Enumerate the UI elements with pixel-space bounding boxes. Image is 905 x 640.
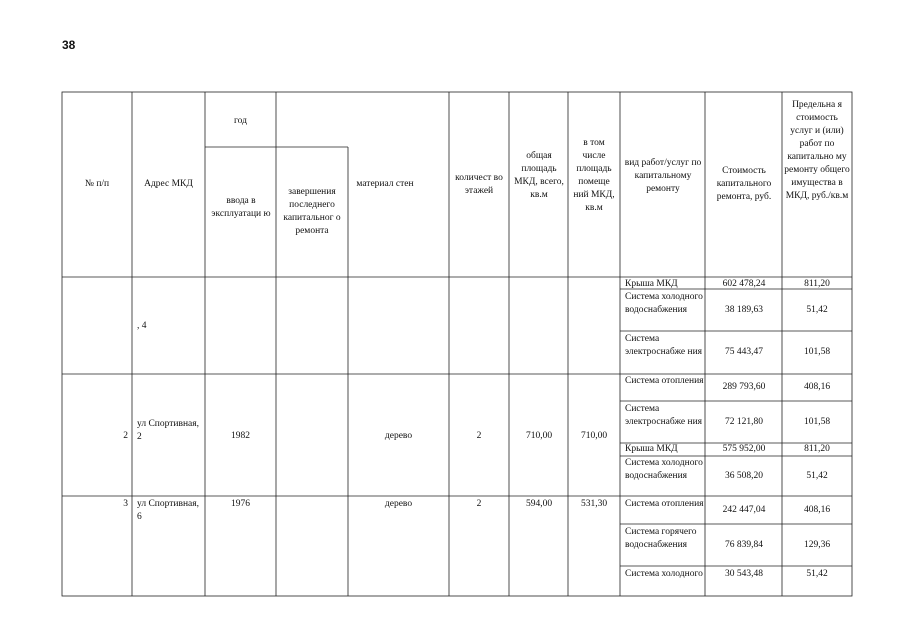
header-year: год xyxy=(234,116,247,126)
work-max-cost: 811,20 xyxy=(804,444,830,454)
work-max-cost: 51,42 xyxy=(806,305,828,315)
work-type: Система электроснабже ния xyxy=(625,404,703,427)
work-max-cost: 101,58 xyxy=(803,417,831,427)
header-cost: Стоимость капитального ремонта, руб. xyxy=(716,166,772,202)
group3-year-commission: 1976 xyxy=(231,499,250,509)
work-cost: 602 478,24 xyxy=(722,279,766,289)
group2-floors: 2 xyxy=(476,431,482,441)
page-number: 38 xyxy=(62,38,76,52)
work-max-cost: 408,16 xyxy=(803,505,831,515)
header-address: Адрес МКД xyxy=(144,179,193,189)
group3-floors: 2 xyxy=(476,499,482,509)
group2-address: ул Спортивная, 2 xyxy=(137,419,200,442)
header-year-commission: ввода в эксплуатаци ю xyxy=(211,196,271,219)
work-max-cost: 101,58 xyxy=(803,347,831,357)
work-max-cost: 129,36 xyxy=(803,540,831,550)
work-cost: 242 447,04 xyxy=(722,505,766,515)
work-type: Система отопления xyxy=(625,499,704,509)
header-max-cost: Предельна я стоимость услуг и (или) работ по капитально му ремонту общего имущества в МКД, руб./кв.м xyxy=(784,100,850,201)
work-type: Система холодного xyxy=(625,569,703,579)
work-type: Система отопления xyxy=(625,376,704,386)
work-max-cost: 51,42 xyxy=(806,569,828,579)
header-total-area: общая площадь МКД, всего, кв.м xyxy=(514,151,564,200)
work-max-cost: 811,20 xyxy=(804,279,830,289)
group3-wall-material: дерево xyxy=(384,499,413,509)
work-cost: 76 839,84 xyxy=(725,540,763,550)
work-type: Крыша МКД xyxy=(625,444,678,454)
group3-total-area: 594,00 xyxy=(525,499,553,509)
header-wall-material: материал стен xyxy=(356,179,414,189)
group2-premises-area: 710,00 xyxy=(580,431,608,441)
work-max-cost: 408,16 xyxy=(803,382,831,392)
header-floors: количест во этажей xyxy=(455,173,503,196)
work-type: Система электроснабже ния xyxy=(625,334,703,357)
header-num: № п/п xyxy=(84,179,110,189)
work-cost: 38 189,63 xyxy=(725,305,763,315)
work-cost: 289 793,60 xyxy=(722,382,766,392)
work-type: Система горячего водоснабжения xyxy=(625,527,697,550)
group3-num: 3 xyxy=(123,499,128,509)
work-max-cost: 51,42 xyxy=(806,471,828,481)
work-cost: 36 508,20 xyxy=(725,471,763,481)
work-cost: 575 952,00 xyxy=(722,444,766,454)
work-cost: 30 543,48 xyxy=(725,569,763,579)
group1-address: , 4 xyxy=(137,321,147,331)
header-year-repair: завершения последнего капитальног о ремонта xyxy=(283,187,341,236)
group3-premises-area: 531,30 xyxy=(580,499,608,509)
group3-address: ул Спортивная, 6 xyxy=(137,499,200,522)
group2-wall-material: дерево xyxy=(384,431,413,441)
header-premises-area: в том числе площадь помеще ний МКД, кв.м xyxy=(573,138,615,213)
header-work-type: вид работ/услуг по капитальному ремонту xyxy=(624,158,702,194)
work-cost: 72 121,80 xyxy=(725,417,763,427)
group2-num: 2 xyxy=(123,431,128,441)
work-type: Крыша МКД xyxy=(625,279,678,289)
group2-year-commission: 1982 xyxy=(231,431,250,441)
work-cost: 75 443,47 xyxy=(725,347,763,357)
work-type: Система холодного водоснабжения xyxy=(625,458,703,481)
work-type: Система холодного водоснабжения xyxy=(625,292,703,315)
group2-total-area: 710,00 xyxy=(525,431,553,441)
